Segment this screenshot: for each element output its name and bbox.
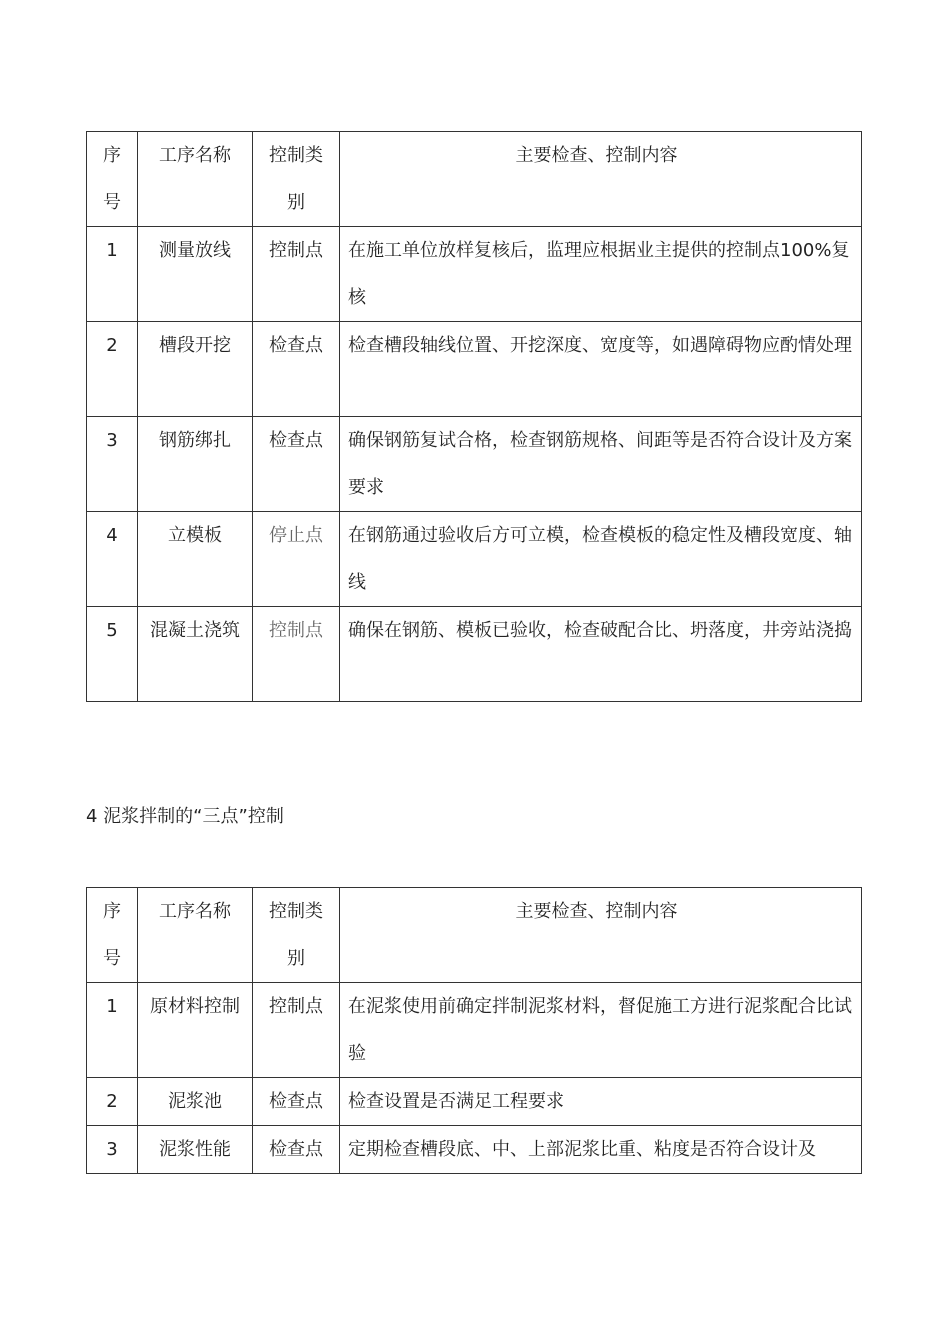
row-control-type: 停止点 [253, 512, 340, 607]
row-no: 1 [87, 983, 138, 1078]
row-control-type: 控制点 [253, 227, 340, 322]
row-content: 检查槽段轴线位置、开挖深度、宽度等，如遇障碍物应酌情处理 [340, 322, 862, 417]
table-row [87, 322, 862, 417]
section-heading: 4 泥浆拌制的“三点”控制 [86, 806, 284, 827]
row-no: 2 [87, 1078, 138, 1126]
row-process-name: 槽段开挖 [138, 322, 253, 417]
row-control-type: 检查点 [253, 417, 340, 512]
table-row [87, 607, 862, 702]
row-no: 3 [87, 417, 138, 512]
row-control-type: 检查点 [253, 1078, 340, 1126]
row-control-type: 检查点 [253, 322, 340, 417]
row-content: 在泥浆使用前确定拌制泥浆材料，督促施工方进行泥浆配合比试验 [340, 983, 862, 1078]
header-no: 序号 [87, 888, 138, 983]
header-process-name: 工序名称 [138, 888, 253, 983]
table-row [87, 1126, 862, 1174]
row-control-type: 控制点 [253, 607, 340, 702]
row-process-name: 原材料控制 [138, 983, 253, 1078]
row-process-name: 立模板 [138, 512, 253, 607]
table-row [87, 512, 862, 607]
header-no: 序号 [87, 132, 138, 227]
row-process-name: 测量放线 [138, 227, 253, 322]
table-row [87, 983, 862, 1078]
row-no: 4 [87, 512, 138, 607]
header-process-name: 工序名称 [138, 132, 253, 227]
row-content: 确保在钢筋、模板已验收，检查破配合比、坍落度，井旁站浇捣 [340, 607, 862, 702]
table-header-row [87, 888, 862, 983]
header-control-type: 控制类别 [253, 888, 340, 983]
row-process-name: 混凝土浇筑 [138, 607, 253, 702]
row-content: 在钢筋通过验收后方可立模，检查模板的稳定性及槽段宽度、轴线 [340, 512, 862, 607]
table-row [87, 227, 862, 322]
row-control-type: 控制点 [253, 983, 340, 1078]
row-no: 5 [87, 607, 138, 702]
row-process-name: 泥浆性能 [138, 1126, 253, 1174]
quality-control-table-1 [86, 131, 862, 702]
row-process-name: 钢筋绑扎 [138, 417, 253, 512]
table-row [87, 1078, 862, 1126]
header-content: 主要检查、控制内容 [340, 888, 862, 983]
header-content: 主要检查、控制内容 [340, 132, 862, 227]
header-control-type: 控制类别 [253, 132, 340, 227]
row-no: 1 [87, 227, 138, 322]
row-content: 定期检查槽段底、中、上部泥浆比重、粘度是否符合设计及 [340, 1126, 862, 1174]
row-process-name: 泥浆池 [138, 1078, 253, 1126]
row-no: 3 [87, 1126, 138, 1174]
table-row [87, 417, 862, 512]
row-content: 在施工单位放样复核后，监理应根据业主提供的控制点100%复核 [340, 227, 862, 322]
quality-control-table-2 [86, 887, 862, 1174]
table-header-row [87, 132, 862, 227]
row-no: 2 [87, 322, 138, 417]
row-content: 确保钢筋复试合格，检查钢筋规格、间距等是否符合设计及方案要求 [340, 417, 862, 512]
row-control-type: 检查点 [253, 1126, 340, 1174]
row-content: 检查设置是否满足工程要求 [340, 1078, 862, 1126]
